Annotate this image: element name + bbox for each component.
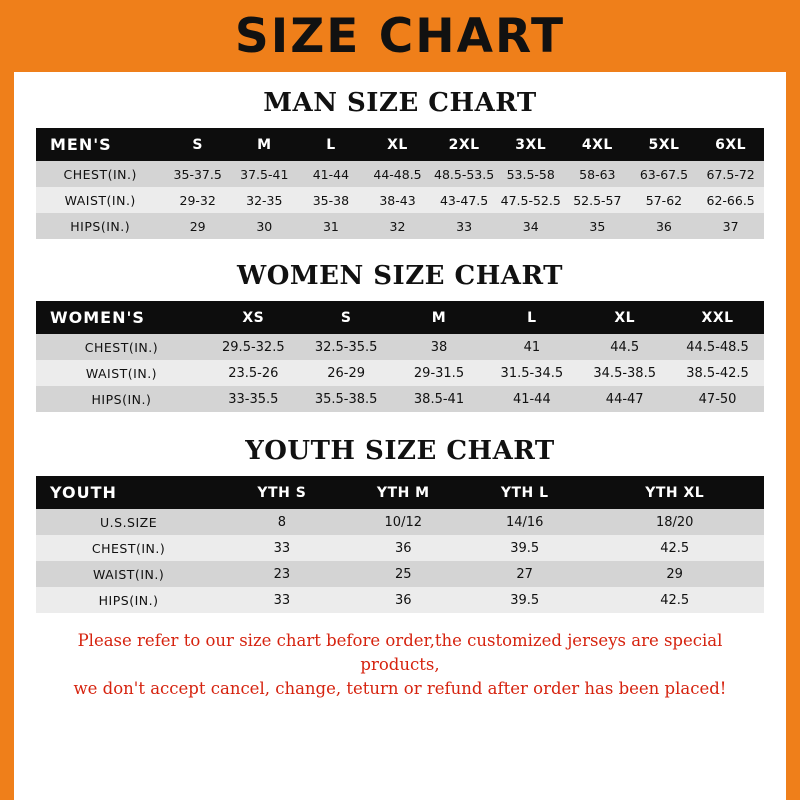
page-banner xyxy=(0,0,800,72)
man-table-body xyxy=(36,161,764,239)
cell: 34.5-38.5 xyxy=(593,365,656,381)
table-header-row xyxy=(36,301,764,334)
cell: 39.5 xyxy=(510,592,540,608)
youth-table-header xyxy=(36,476,764,509)
cell: 38-43 xyxy=(379,192,416,208)
cell: 18/20 xyxy=(655,514,694,530)
cell: 36 xyxy=(655,218,672,234)
cell: 38.5-42.5 xyxy=(686,365,749,381)
cell: 32 xyxy=(389,218,406,234)
youth-section-title: YOUTH SIZE CHART xyxy=(245,436,555,466)
row-label: CHEST(IN.) xyxy=(63,166,137,182)
man-size-table xyxy=(36,128,764,239)
cell: 32-35 xyxy=(246,192,283,208)
row-label: WAIST(IN.) xyxy=(64,192,136,208)
cell: 25 xyxy=(394,566,412,582)
man-header-2xl: 2XL xyxy=(448,136,480,153)
row-label: HIPS(IN.) xyxy=(70,218,131,234)
cell: 41-44 xyxy=(312,166,350,182)
cell: 67.5-72 xyxy=(706,166,755,182)
youth-size-table xyxy=(36,476,764,613)
cell: 33 xyxy=(273,540,291,556)
women-header-s: S xyxy=(340,309,352,326)
man-section-title: MAN SIZE CHART xyxy=(263,88,537,118)
cell: 10/12 xyxy=(384,514,422,530)
table-row xyxy=(36,561,764,587)
cell: 44.5-48.5 xyxy=(686,339,749,355)
women-table-header xyxy=(36,301,764,334)
cell: 35 xyxy=(589,218,606,234)
cell: 29-32 xyxy=(179,192,216,208)
cell: 23.5-26 xyxy=(228,365,279,381)
cell: 43-47.5 xyxy=(439,192,489,208)
cell: 57-62 xyxy=(645,192,683,208)
row-label: WAIST(IN.) xyxy=(85,365,158,381)
cell: 29 xyxy=(666,566,683,582)
cell: 38.5-41 xyxy=(413,391,465,407)
content-area xyxy=(14,88,786,701)
youth-header-label: YOUTH xyxy=(50,483,117,502)
cell: 26-29 xyxy=(327,365,366,381)
table-row xyxy=(36,161,764,187)
cell: 44.5 xyxy=(610,339,640,355)
table-row xyxy=(36,213,764,239)
table-row xyxy=(36,187,764,213)
notice-line-1: Please refer to our size chart before order,the customized jerseys are special products, xyxy=(77,631,723,674)
cell: 37 xyxy=(722,218,739,234)
youth-header-l: YTH L xyxy=(500,484,549,501)
cell: 62-66.5 xyxy=(706,192,755,208)
cell: 47-50 xyxy=(698,391,737,407)
row-label: CHEST(IN.) xyxy=(84,339,159,355)
man-header-s: S xyxy=(192,136,203,153)
order-notice xyxy=(36,629,764,701)
youth-header-s: YTH S xyxy=(257,484,307,501)
cell: 29-31.5 xyxy=(413,365,465,381)
cell: 63-67.5 xyxy=(639,166,689,182)
cell: 41-44 xyxy=(512,391,551,407)
table-row xyxy=(36,334,764,360)
row-label: HIPS(IN.) xyxy=(91,391,152,407)
youth-table-body xyxy=(36,509,764,613)
cell: 38 xyxy=(430,339,448,355)
page-title: SIZE CHART xyxy=(234,8,566,64)
row-label: HIPS(IN.) xyxy=(98,592,159,608)
women-size-table xyxy=(36,301,764,412)
cell: 33-35.5 xyxy=(228,391,279,407)
women-header-l: L xyxy=(527,309,537,326)
cell: 44-48.5 xyxy=(373,166,422,182)
cell: 27 xyxy=(516,566,533,582)
cell: 31 xyxy=(322,218,339,234)
cell: 48.5-53.5 xyxy=(434,166,495,182)
cell: 36 xyxy=(394,592,412,608)
cell: 35-38 xyxy=(312,192,350,208)
cell: 36 xyxy=(394,540,412,556)
man-header-6xl: 6XL xyxy=(715,136,747,153)
cell: 35-37.5 xyxy=(173,166,222,182)
women-table-body xyxy=(36,334,764,412)
cell: 44-47 xyxy=(605,391,644,407)
row-label: U.S.SIZE xyxy=(100,514,158,530)
row-label: CHEST(IN.) xyxy=(91,540,166,556)
cell: 47.5-52.5 xyxy=(500,192,561,208)
cell: 31.5-34.5 xyxy=(500,365,564,381)
women-header-label: WOMEN'S xyxy=(50,308,145,327)
man-header-m: M xyxy=(257,136,272,153)
women-header-xl: XL xyxy=(614,309,636,326)
man-header-3xl: 3XL xyxy=(515,136,547,153)
women-header-xxl: XXL xyxy=(701,309,734,326)
man-table-header xyxy=(36,128,764,161)
cell: 33 xyxy=(273,592,291,608)
cell: 41 xyxy=(523,339,541,355)
cell: 32.5-35.5 xyxy=(314,339,378,355)
table-header-row xyxy=(36,128,764,161)
cell: 35.5-38.5 xyxy=(314,391,378,407)
cell: 42.5 xyxy=(660,592,690,608)
cell: 29.5-32.5 xyxy=(222,339,285,355)
man-header-5xl: 5XL xyxy=(648,136,680,153)
cell: 8 xyxy=(277,514,286,530)
man-header-xl: XL xyxy=(387,136,408,153)
youth-header-xl: YTH XL xyxy=(645,484,705,501)
youth-header-m: YTH M xyxy=(376,484,430,501)
table-row xyxy=(36,360,764,386)
cell: 33 xyxy=(456,218,473,234)
cell: 29 xyxy=(189,218,206,234)
cell: 37.5-41 xyxy=(240,166,289,182)
cell: 53.5-58 xyxy=(506,166,555,182)
table-header-row xyxy=(36,476,764,509)
cell: 58-63 xyxy=(579,166,616,182)
notice-line-2: we don't accept cancel, change, teturn or refund after order has been placed! xyxy=(73,678,727,698)
table-row xyxy=(36,509,764,535)
row-label: WAIST(IN.) xyxy=(92,566,165,582)
cell: 39.5 xyxy=(510,540,540,556)
cell: 52.5-57 xyxy=(573,192,622,208)
women-header-m: M xyxy=(431,309,447,326)
man-header-label: MEN'S xyxy=(50,135,112,154)
table-row xyxy=(36,587,764,613)
cell: 34 xyxy=(522,218,539,234)
table-row xyxy=(36,386,764,412)
man-header-l: L xyxy=(326,136,336,153)
cell: 30 xyxy=(256,218,273,234)
women-header-xs: XS xyxy=(242,309,265,326)
man-header-4xl: 4XL xyxy=(581,136,613,153)
table-row xyxy=(36,535,764,561)
women-section-title: WOMEN SIZE CHART xyxy=(237,261,563,291)
cell: 23 xyxy=(273,566,291,582)
cell: 14/16 xyxy=(505,514,544,530)
cell: 42.5 xyxy=(660,540,690,556)
